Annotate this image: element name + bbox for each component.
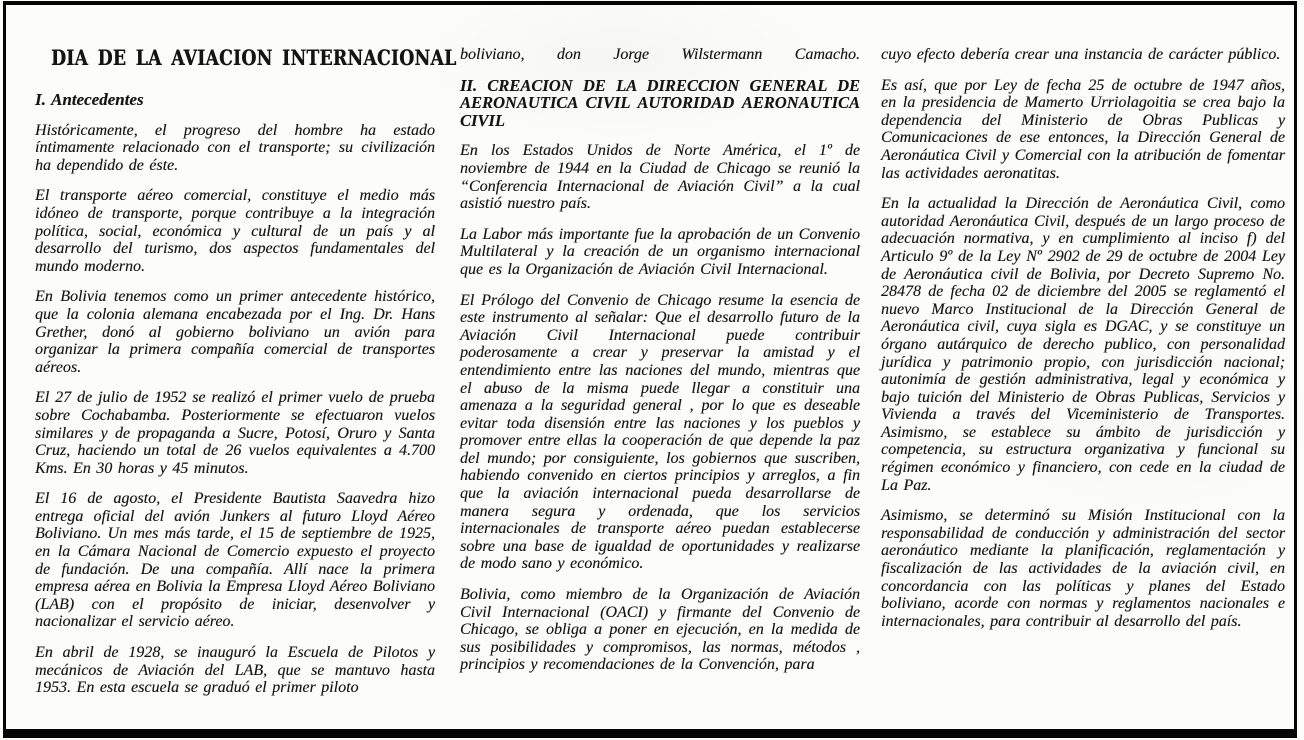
paragraph: En la actualidad la Dirección de Aeronáutica Civil, como autoridad Aeronáutica Civil, después de un largo proceso de adecuación normativa, y en cumplimiento al inciso f) del Articulo 9º de la Ley Nº 2902 de 29 de octubre de 2004 Ley de Aeronáutica civil de Bolivia, por Decreto Supremo No. 28478 de fecha 02 de diciembre del 2005 se reglamentó el nuevo Marco Institucional de la Dirección General de Aeronáutica civil, cuya sigla es DGAC, y se constituye un órgano autárquico de derecho publico, con personalidad jurídica y patrimonio propio, con jurisdicción nacional; autonimía de gestión administrativa, legal y económica y bajo tuición del Ministerio de Obras Publicas, Servicios y Vivienda a través del Viceministerio de Transportes. Asimismo, se establece su ámbito de jurisdicción y competencia, su estructura organizativa y funcional su régimen económico y financiero, con cede en la ciudad de La Paz.	[881, 195, 1285, 494]
text-column-3	[881, 46, 1285, 697]
paragraph: Asimismo, se determinó su Misión Institucional con la responsabilidad de conducción y administración del sector aeronáutico mediante la planificación, reglamentación y fiscalización de las actividades de la aviación civil, en concordancia con las políticas y planes del Estado boliviano, acorde con normas y reglamentos nacionales e internacionales, para contribuir al desarrollo del país.	[881, 507, 1285, 630]
paragraph: El Prólogo del Convenio de Chicago resume la esencia de este instrumento al señalar: Que el desarrollo futuro de la Aviación Civil Internacional puede contribuir poderosamente a crear y preservar la amistad y el entendimiento entre las naciones del mundo, mientras que el abuso de la misma puede llegar a constituir una amenaza a la seguridad general , por lo que es deseable evitar toda disensión entre las naciones y los pueblos y promover entre ellas la cooperación de que depende la paz del mundo; por consiguiente, los gobiernos que suscriben, habiendo convenido en ciertos principios y arreglos, a fin que la aviación internacional pueda desarrollarse de manera segura y ordenada, que los servicios internacionales de transporte aéreo puedan establecerse sobre una base de igualdad de oportunidades y realizarse de modo sano y económico.	[460, 291, 860, 573]
paragraph: En abril de 1928, se inauguró la Escuela de Pilotos y mecánicos de Aviación del LAB, que se mantuvo hasta 1953. En esta escuela se graduó el primer piloto	[35, 644, 435, 697]
paragraph: boliviano, don Jorge Wilstermann Camacho.	[460, 46, 860, 63]
paragraph: El 27 de julio de 1952 se realizó el primer vuelo de prueba sobre Cochabamba. Posteriormente se efectuaron vuelos similares y de propaganda a Sucre, Potosí, Oruro y Santa Cruz, haciendo un total de 26 vuelos equivalentes a 4.700 Kms. En 30 horas y 45 minutos.	[35, 389, 435, 477]
paragraph: Bolivia, como miembro de la Organización de Aviación Civil Internacional (OACI) y firmante del Convenio de Chicago, se obliga a poner en ejecución, en la medida de sus posibilidades y compromisos, las normas, métodos , principios y recomendaciones de la Convención, para	[460, 586, 860, 674]
text-column-1	[35, 45, 457, 697]
paragraph: cuyo efecto debería crear una instancia de carácter público.	[881, 46, 1281, 63]
paragraph: El transporte aéreo comercial, constituye el medio más idóneo de transporte, porque contribuye a la integración política, social, económica y cultural de un país y al desarrollo del turismo, dos aspectos fundamentales del mundo moderno.	[35, 187, 435, 275]
document-title	[35, 45, 457, 70]
paragraph: El 16 de agosto, el Presidente Bautista Saavedra hizo entrega oficial del avión Junkers al futuro Lloyd Aéreo Boliviano. Un mes más tarde, el 15 de septiembre de 1925, en la Cámara Nacional de Comercio expuesto el proyecto de fundación. De una compañía. Allí nace la primera empresa aérea en Bolivia la Empresa Lloyd Aéreo Boliviano (LAB) con el propósito de iniciar, desenvolver y nacionalizar el servicio aéreo.	[35, 490, 435, 631]
paragraph: La Labor más importante fue la aprobación de un Convenio Multilateral y la creación de un organismo internacional que es la Organización de Aviación Civil Internacional.	[460, 225, 860, 278]
section-heading: I. Antecedentes	[35, 90, 144, 109]
paragraph: En los Estados Unidos de Norte América, el 1º de noviembre de 1944 en la Ciudad de Chicago se reunió la “Conferencia Internacional de Aviación Civil” a la cual asistió nuestro país.	[460, 142, 860, 213]
paragraph: Históricamente, el progreso del hombre ha estado íntimamente relacionado con el transporte; su civilización ha dependido de éste.	[35, 121, 435, 174]
text-column-2	[460, 46, 860, 697]
document-content	[35, 46, 1285, 697]
paragraph: En Bolivia tenemos como un primer antecedente histórico, que la colonia alemana encabezada por el Ing. Dr. Hans Grether, donó al gobierno boliviano un avión para organizar la primera compañía comercial de transportes aéreos.	[35, 288, 435, 376]
document-title-text: DIA DE LA AVIACION INTERNACIONAL	[51, 45, 457, 70]
section-heading: II. CREACION DE LA DIRECCION GENERAL DE AERONAUTICA CIVIL AUTORIDAD AERONAUTICA CIVIL	[460, 75, 860, 130]
paragraph: Es así, que por Ley de fecha 25 de octubre de 1947 años, en la presidencia de Mamerto Urriolagoitia se crea bajo la dependencia del Ministerio de Obras Publicas y Comunicaciones de ese entonces, la Dirección General de Aeronáutica Civil y Comercial con la atribución de fomentar las actividades aeronatitas.	[881, 76, 1285, 182]
